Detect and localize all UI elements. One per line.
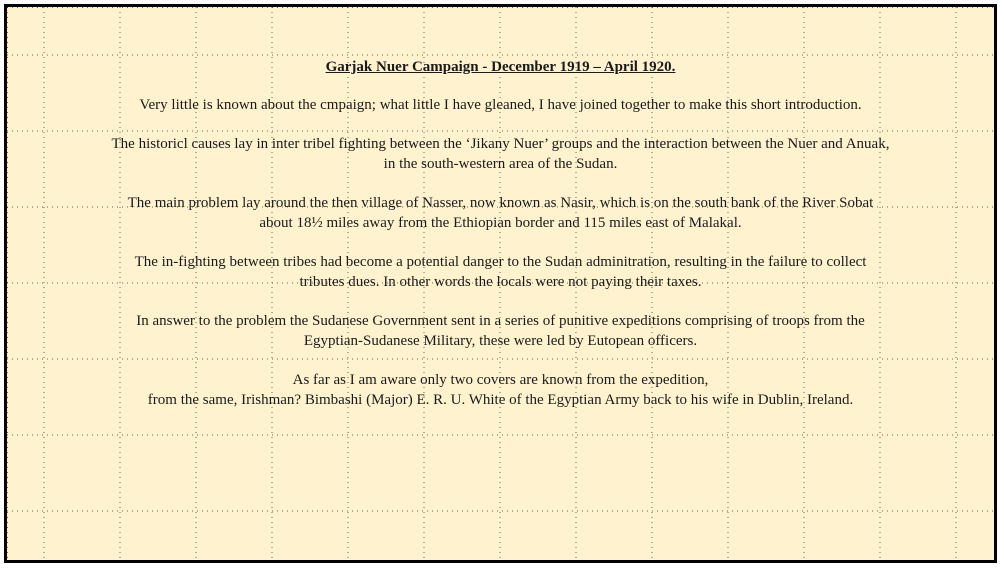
paragraph-location — [7, 193, 994, 233]
document-title: Garjak Nuer Campaign - December 1919 – April 1920. — [325, 59, 676, 75]
paragraph-infighting — [7, 252, 994, 292]
paragraph-line: The in-fighting between tribes had become a potential danger to the Sudan adminitration, resulting in the failure to collect — [134, 254, 867, 270]
paragraph-line: from the same, Irishman? Bimbashi (Major) E. R. U. White of the Egyptian Army back to his wife in Dublin, Ireland. — [147, 392, 854, 408]
paragraph-line: As far as I am aware only two covers are known from the expedition, — [292, 372, 709, 388]
paragraph-line: about 18½ miles away from the Ethiopian border and 115 miles east of Malakal. — [259, 215, 742, 231]
paragraph-covers — [7, 370, 994, 410]
paragraph-causes — [7, 134, 994, 174]
paragraph-line: The historicl causes lay in inter tribel fighting between the ‘Jikany Nuer’ groups and the interaction between the Nuer and Anuak, — [111, 136, 890, 152]
paragraph-intro — [7, 95, 994, 115]
document-page — [4, 4, 997, 563]
paragraph-expeditions — [7, 311, 994, 351]
document-content — [7, 57, 994, 429]
paragraph-line: Egyptian-Sudanese Military, these were led by Eutopean officers. — [303, 333, 698, 349]
paragraph-line: in the south-western area of the Sudan. — [383, 156, 618, 172]
paragraph-line: Very little is known about the cmpaign; what little I have gleaned, I have joined together to make this short introduction. — [139, 97, 862, 113]
paragraph-line: In answer to the problem the Sudanese Government sent in a series of punitive expeditions comprising of troops from the — [136, 313, 865, 329]
paragraph-line: The main problem lay around the then village of Nasser, now known as Nasir, which is on the south bank of the River Sobat — [127, 195, 874, 211]
paragraph-line: tributes dues. In other words the locals were not paying their taxes. — [299, 274, 702, 290]
